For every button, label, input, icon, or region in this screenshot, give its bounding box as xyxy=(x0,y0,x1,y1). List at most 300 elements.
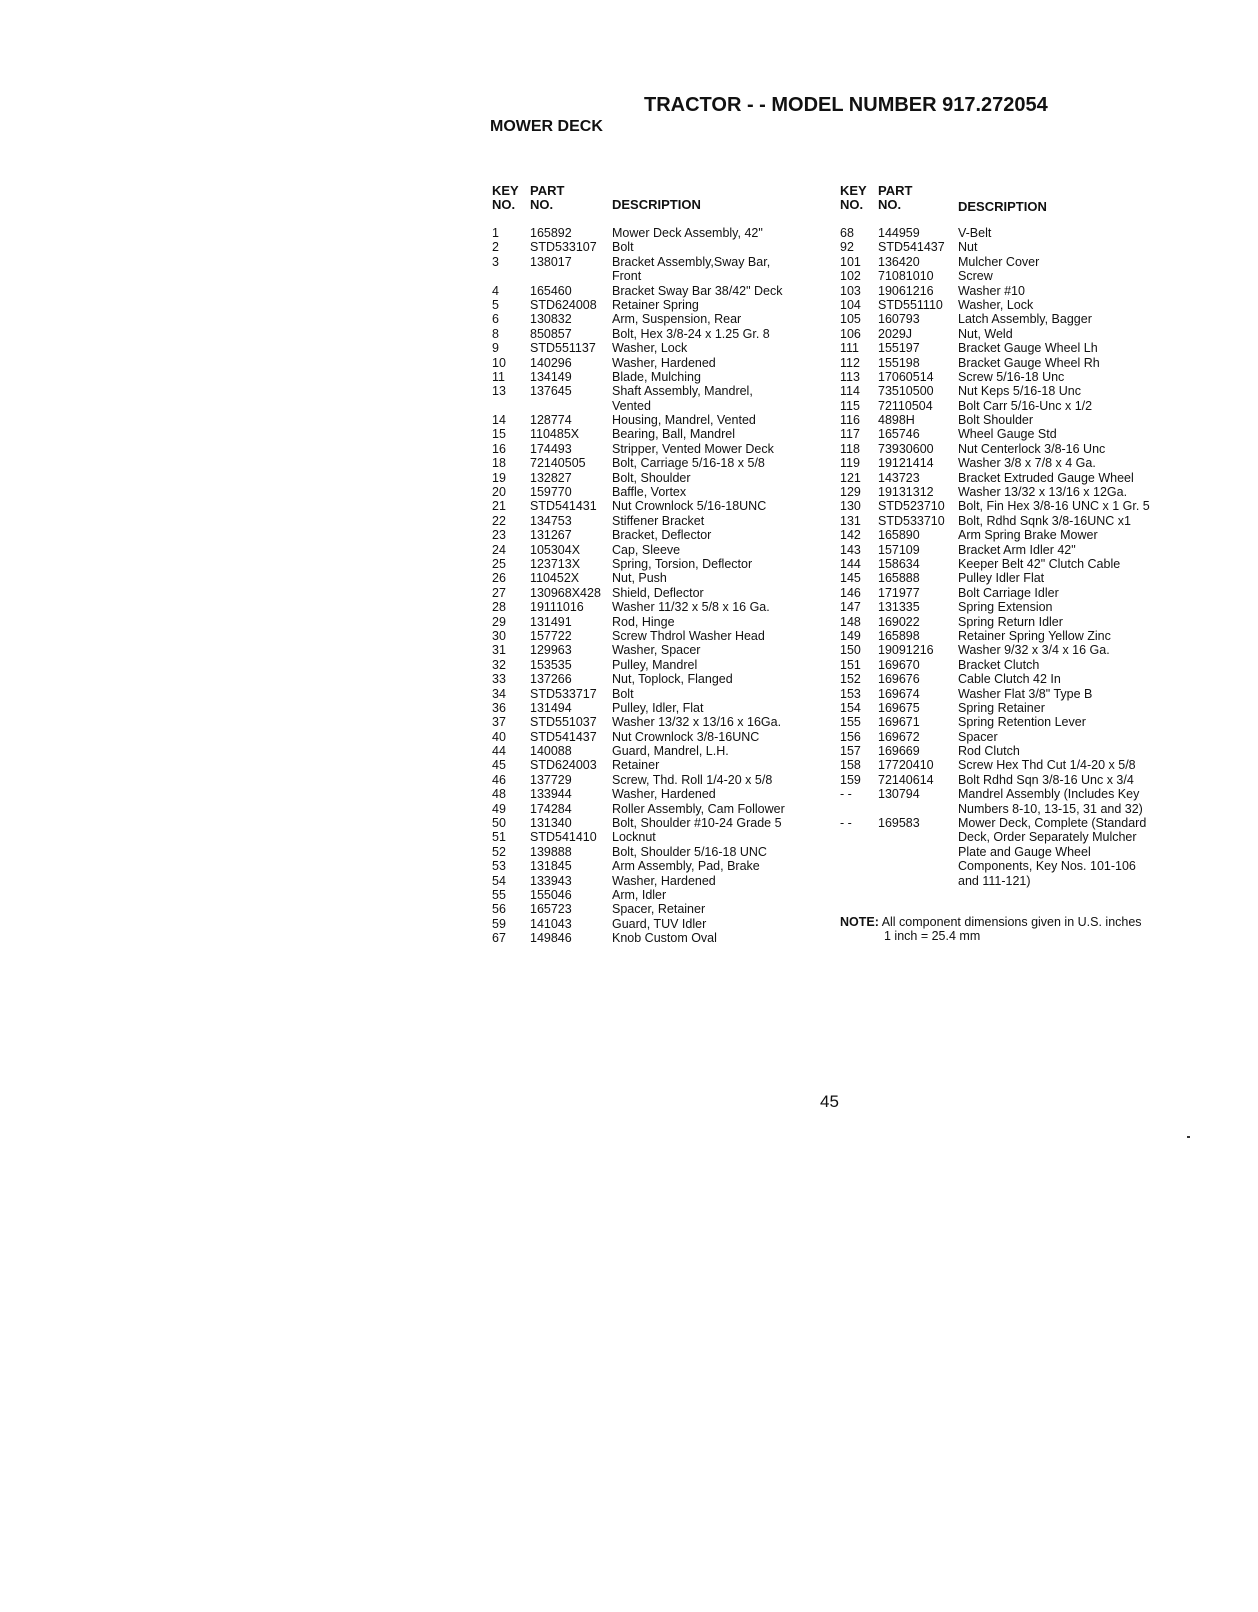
key-no: 37 xyxy=(492,715,506,730)
part-no: 169676 xyxy=(878,672,920,687)
key-no: 117 xyxy=(840,427,860,442)
description: Washer Flat 3/8" Type B xyxy=(958,686,1093,701)
description: Bracket Assembly,Sway Bar, xyxy=(612,254,771,269)
key-no: - - xyxy=(840,816,852,831)
part-no: 165898 xyxy=(878,628,920,643)
key-no: 31 xyxy=(492,643,506,658)
table-row xyxy=(492,327,822,341)
part-no: 143723 xyxy=(878,470,920,485)
table-row xyxy=(492,715,822,729)
key-no: 3 xyxy=(492,254,499,269)
key-no: 148 xyxy=(840,614,861,629)
description: Bolt Rdhd Sqn 3/8-16 Unc x 3/4 xyxy=(958,772,1134,787)
description: Mower Deck, Complete (Standard xyxy=(958,816,1147,831)
description: Bolt, Shoulder 5/16-18 UNC xyxy=(612,844,767,859)
description: Screw Hex Thd Cut 1/4-20 x 5/8 xyxy=(958,758,1136,773)
table-row xyxy=(492,830,822,844)
table-row xyxy=(492,399,822,413)
table-row xyxy=(840,312,1170,326)
key-no: 155 xyxy=(840,715,861,730)
description: Wheel Gauge Std xyxy=(958,427,1057,442)
description: Bracket Arm Idler 42" xyxy=(958,542,1076,557)
key-no: 51 xyxy=(492,830,506,845)
part-no: 174493 xyxy=(530,441,572,456)
description: Shaft Assembly, Mandrel, xyxy=(612,384,753,399)
key-no: 115 xyxy=(840,398,860,413)
description: Retainer Spring Yellow Zinc xyxy=(958,628,1111,643)
part-no: 169672 xyxy=(878,729,920,744)
key-no: 142 xyxy=(840,528,861,543)
part-no: STD551110 xyxy=(878,297,943,312)
part-no: 17060514 xyxy=(878,369,934,384)
part-no: 140296 xyxy=(530,355,572,370)
key-no: 9 xyxy=(492,341,499,356)
description: V-Belt xyxy=(958,226,992,240)
description: Plate and Gauge Wheel xyxy=(958,844,1091,859)
key-no: 8 xyxy=(492,326,499,341)
part-no: 169674 xyxy=(878,686,920,701)
table-row xyxy=(492,931,822,945)
description: Roller Assembly, Cam Follower xyxy=(612,801,785,816)
table-row xyxy=(840,327,1170,341)
part-no: 73510500 xyxy=(878,384,934,399)
key-no: 151 xyxy=(840,657,861,672)
part-no: 134149 xyxy=(530,369,572,384)
description: Spring Retainer xyxy=(958,700,1045,715)
description: Bolt xyxy=(612,686,634,701)
description: Bolt, Shoulder xyxy=(612,470,691,485)
description: Baffle, Vortex xyxy=(612,485,687,500)
key-no: 15 xyxy=(492,427,506,442)
description: Nut Crownlock 5/16-18UNC xyxy=(612,499,767,514)
table-row xyxy=(492,643,822,657)
table-row xyxy=(492,427,822,441)
dimension-note xyxy=(840,915,1180,943)
key-no: 2 xyxy=(492,240,499,255)
key-no: 4 xyxy=(492,283,499,298)
part-no: 169583 xyxy=(878,816,920,831)
table-row xyxy=(840,730,1170,744)
description: Nut Keps 5/16-18 Unc xyxy=(958,384,1081,399)
description: Nut, Push xyxy=(612,571,667,586)
part-no: 131335 xyxy=(878,600,920,615)
key-no: 11 xyxy=(492,369,505,384)
key-no: 118 xyxy=(840,441,860,456)
part-no: STD541431 xyxy=(530,499,597,514)
note-text: All component dimensions given in U.S. inches xyxy=(881,915,1142,929)
key-no: 111 xyxy=(840,341,860,356)
table-row xyxy=(840,427,1170,441)
part-header-line1: PART xyxy=(530,183,565,198)
table-row xyxy=(492,312,822,326)
part-no: 72110504 xyxy=(878,398,933,413)
part-no: 158634 xyxy=(878,556,920,571)
description-header: DESCRIPTION xyxy=(958,199,1047,214)
description: Arm, Idler xyxy=(612,887,667,902)
table-row xyxy=(492,284,822,298)
description: Washer 11/32 x 5/8 x 16 Ga. xyxy=(612,600,770,615)
key-no: 150 xyxy=(840,643,861,658)
description: Screw Thdrol Washer Head xyxy=(612,628,765,643)
part-no: 2029J xyxy=(878,326,913,341)
scan-speck xyxy=(1187,1136,1190,1138)
part-no: 137266 xyxy=(530,672,572,687)
table-row xyxy=(492,859,822,873)
table-row xyxy=(492,730,822,744)
part-no: 130832 xyxy=(530,312,572,327)
part-no: 169669 xyxy=(878,744,920,759)
table-row xyxy=(492,816,822,830)
description: Arm Spring Brake Mower xyxy=(958,528,1098,543)
key-no: 52 xyxy=(492,844,506,859)
table-row xyxy=(492,888,822,902)
description: Spacer, Retainer xyxy=(612,902,706,917)
description: Retainer Spring xyxy=(612,297,699,312)
description: Bracket Gauge Wheel Rh xyxy=(958,355,1100,370)
table-row xyxy=(492,384,822,398)
description: Bracket, Deflector xyxy=(612,528,712,543)
table-row xyxy=(492,845,822,859)
table-row xyxy=(840,528,1170,542)
key-no: 149 xyxy=(840,628,861,643)
key-no: 14 xyxy=(492,413,506,428)
key-no: 45 xyxy=(492,758,506,773)
key-no: 113 xyxy=(840,369,860,384)
key-no: 143 xyxy=(840,542,861,557)
table-row xyxy=(492,557,822,571)
key-no: 21 xyxy=(492,499,506,514)
key-no: 112 xyxy=(840,355,860,370)
part-no: 105304X xyxy=(530,542,581,557)
table-row xyxy=(492,442,822,456)
description: Blade, Mulching xyxy=(612,369,701,384)
key-no: 29 xyxy=(492,614,506,629)
description: Bolt, Fin Hex 3/8-16 UNC x 1 Gr. 5 xyxy=(958,499,1150,514)
table-row xyxy=(840,226,1170,240)
key-no: 59 xyxy=(492,916,506,931)
part-no: 130794 xyxy=(878,787,920,802)
table-row xyxy=(492,370,822,384)
description: Bolt Carriage Idler xyxy=(958,585,1059,600)
description: Nut, Toplock, Flanged xyxy=(612,672,733,687)
table-row xyxy=(492,874,822,888)
description: Washer, Hardened xyxy=(612,787,716,802)
part-no: STD533107 xyxy=(530,240,597,255)
key-header-line1: KEY xyxy=(492,183,519,198)
table-row xyxy=(840,758,1170,772)
description: Nut xyxy=(958,240,978,255)
table-row xyxy=(492,615,822,629)
table-row xyxy=(840,615,1170,629)
table-row xyxy=(840,672,1170,686)
description: Pulley, Mandrel xyxy=(612,657,698,672)
table-row xyxy=(492,499,822,513)
table-row xyxy=(492,687,822,701)
part-no: 73930600 xyxy=(878,441,934,456)
description: Washer 13/32 x 13/16 x 12Ga. xyxy=(958,485,1128,500)
table-row xyxy=(840,658,1170,672)
description: Front xyxy=(612,269,642,284)
key-no: 56 xyxy=(492,902,506,917)
part-no: 139888 xyxy=(530,844,572,859)
description: Arm Assembly, Pad, Brake xyxy=(612,859,760,874)
key-no: 104 xyxy=(840,297,861,312)
part-no: 153535 xyxy=(530,657,572,672)
table-row xyxy=(840,370,1170,384)
table-row xyxy=(492,744,822,758)
description: Bolt, Shoulder #10-24 Grade 5 xyxy=(612,816,782,831)
page-number: 45 xyxy=(820,1092,839,1111)
key-no: 25 xyxy=(492,556,506,571)
description: Bolt, Rdhd Sqnk 3/8-16UNC x1 xyxy=(958,513,1132,528)
key-no: 55 xyxy=(492,887,506,902)
description: Rod, Hinge xyxy=(612,614,675,629)
part-no: 131491 xyxy=(530,614,572,629)
table-row xyxy=(492,586,822,600)
table-body xyxy=(840,226,1170,888)
parts-table-left xyxy=(492,184,822,946)
part-no: 133944 xyxy=(530,787,572,802)
description: Deck, Order Separately Mulcher xyxy=(958,830,1137,845)
table-row xyxy=(492,787,822,801)
table-row xyxy=(840,413,1170,427)
description: Stiffener Bracket xyxy=(612,513,705,528)
table-row xyxy=(840,874,1170,888)
part-no: 110452X xyxy=(530,571,580,586)
key-no: 121 xyxy=(840,470,861,485)
description: Washer, Lock xyxy=(612,341,688,356)
part-no: STD551037 xyxy=(530,715,597,730)
part-no: 160793 xyxy=(878,312,920,327)
description: Locknut xyxy=(612,830,656,845)
part-no: STD541437 xyxy=(530,729,597,744)
table-row xyxy=(840,471,1170,485)
table-row xyxy=(492,773,822,787)
part-no: STD624003 xyxy=(530,758,597,773)
key-no: 105 xyxy=(840,312,861,327)
part-no: 141043 xyxy=(530,916,572,931)
description: Washer, Lock xyxy=(958,297,1034,312)
key-no: 106 xyxy=(840,326,861,341)
part-no: 157109 xyxy=(878,542,920,557)
table-row xyxy=(492,902,822,916)
key-no: 6 xyxy=(492,312,499,327)
key-no: 34 xyxy=(492,686,506,701)
description: Washer #10 xyxy=(958,283,1025,298)
description: Latch Assembly, Bagger xyxy=(958,312,1092,327)
key-no: 130 xyxy=(840,499,861,514)
key-no: 36 xyxy=(492,700,506,715)
part-no: 128774 xyxy=(530,413,572,428)
description: Washer 9/32 x 3/4 x 16 Ga. xyxy=(958,643,1110,658)
part-no: 144959 xyxy=(878,226,920,240)
part-no: STD533717 xyxy=(530,686,597,701)
description: Bolt Shoulder xyxy=(958,413,1034,428)
part-no: 157722 xyxy=(530,628,572,643)
table-row xyxy=(840,399,1170,413)
part-no: 131340 xyxy=(530,816,572,831)
part-header-line1: PART xyxy=(878,183,913,198)
table-row xyxy=(492,269,822,283)
section-heading: MOWER DECK xyxy=(490,118,603,135)
description: Mulcher Cover xyxy=(958,254,1040,269)
description: Rod Clutch xyxy=(958,744,1020,759)
table-header xyxy=(840,184,1170,226)
description: Stripper, Vented Mower Deck xyxy=(612,441,774,456)
table-row xyxy=(840,269,1170,283)
key-no: 28 xyxy=(492,600,506,615)
part-no: 131494 xyxy=(530,700,572,715)
table-row xyxy=(492,341,822,355)
key-no: 92 xyxy=(840,240,854,255)
table-row xyxy=(492,701,822,715)
table-row xyxy=(492,600,822,614)
description: Bracket Sway Bar 38/42" Deck xyxy=(612,283,783,298)
table-row xyxy=(492,298,822,312)
table-row xyxy=(492,672,822,686)
part-no: 155046 xyxy=(530,887,572,902)
table-row xyxy=(840,629,1170,643)
table-row xyxy=(840,514,1170,528)
key-no: 13 xyxy=(492,384,506,399)
description: Spring Retention Lever xyxy=(958,715,1086,730)
key-no: 50 xyxy=(492,816,506,831)
table-row xyxy=(840,859,1170,873)
description: Spacer xyxy=(958,729,998,744)
key-no: 102 xyxy=(840,269,861,284)
table-row xyxy=(492,471,822,485)
key-no: 26 xyxy=(492,571,506,586)
description-header: DESCRIPTION xyxy=(612,197,701,212)
table-row xyxy=(840,773,1170,787)
table-row xyxy=(840,298,1170,312)
part-no: 137645 xyxy=(530,384,572,399)
part-no: 17720410 xyxy=(878,758,934,773)
part-no: STD541437 xyxy=(878,240,945,255)
table-row xyxy=(492,802,822,816)
key-no: 129 xyxy=(840,485,861,500)
part-no: STD551137 xyxy=(530,341,596,356)
part-no: 134753 xyxy=(530,513,572,528)
key-no: 146 xyxy=(840,585,861,600)
part-no: 169022 xyxy=(878,614,920,629)
description: Bracket Extruded Gauge Wheel xyxy=(958,470,1134,485)
part-no: 169670 xyxy=(878,657,920,672)
description: Washer, Hardened xyxy=(612,873,716,888)
table-row xyxy=(840,356,1170,370)
part-no: 72140614 xyxy=(878,772,934,787)
part-no: 165723 xyxy=(530,902,572,917)
description: Washer 3/8 x 7/8 x 4 Ga. xyxy=(958,456,1096,471)
key-no: 33 xyxy=(492,672,506,687)
table-row xyxy=(492,356,822,370)
description: Washer, Spacer xyxy=(612,643,701,658)
table-row xyxy=(840,240,1170,254)
description: Bracket Gauge Wheel Lh xyxy=(958,341,1098,356)
table-row xyxy=(492,255,822,269)
key-no: 19 xyxy=(492,470,506,485)
part-no: 165460 xyxy=(530,283,572,298)
key-header-line2: NO. xyxy=(492,197,516,212)
table-row xyxy=(840,643,1170,657)
description: Bolt, Hex 3/8-24 x 1.25 Gr. 8 xyxy=(612,326,770,341)
note-conversion: 1 inch = 25.4 mm xyxy=(884,929,981,943)
key-header-line2: NO. xyxy=(840,197,864,212)
part-no: 174284 xyxy=(530,801,572,816)
description: Cable Clutch 42 In xyxy=(958,672,1061,687)
part-no: STD523710 xyxy=(878,499,945,514)
key-no: 153 xyxy=(840,686,861,701)
key-no: 68 xyxy=(840,226,854,240)
description: Knob Custom Oval xyxy=(612,931,717,946)
key-no: 154 xyxy=(840,700,861,715)
key-no: 44 xyxy=(492,744,506,759)
table-row xyxy=(840,816,1170,830)
part-no: 131845 xyxy=(530,859,572,874)
part-no: 72140505 xyxy=(530,456,586,471)
table-row xyxy=(840,442,1170,456)
table-row xyxy=(492,658,822,672)
table-row xyxy=(840,687,1170,701)
table-row xyxy=(840,571,1170,585)
key-no: 53 xyxy=(492,859,506,874)
description: Retainer xyxy=(612,758,660,773)
table-row xyxy=(492,917,822,931)
key-no: 48 xyxy=(492,787,506,802)
part-no: 149846 xyxy=(530,931,572,946)
table-row xyxy=(840,802,1170,816)
description: Spring Extension xyxy=(958,600,1053,615)
description: Housing, Mandrel, Vented xyxy=(612,413,756,428)
part-no: STD533710 xyxy=(878,513,945,528)
table-row xyxy=(492,456,822,470)
part-no: STD624008 xyxy=(530,297,597,312)
table-row xyxy=(840,845,1170,859)
description: Bolt xyxy=(612,240,634,255)
table-row xyxy=(840,600,1170,614)
part-no: 136420 xyxy=(878,254,920,269)
part-no: 132827 xyxy=(530,470,572,485)
table-row xyxy=(840,543,1170,557)
description: Mower Deck Assembly, 42" xyxy=(612,226,763,240)
table-row xyxy=(492,758,822,772)
table-row xyxy=(840,255,1170,269)
table-row xyxy=(840,384,1170,398)
key-no: 145 xyxy=(840,571,861,586)
key-no: 49 xyxy=(492,801,506,816)
key-no: 119 xyxy=(840,456,860,471)
part-no: 155197 xyxy=(878,341,920,356)
description: Pulley Idler Flat xyxy=(958,571,1045,586)
description: Pulley, Idler, Flat xyxy=(612,700,704,715)
part-no: 19091216 xyxy=(878,643,934,658)
key-no: 152 xyxy=(840,672,861,687)
key-header-line1: KEY xyxy=(840,183,867,198)
description: Vented xyxy=(612,398,651,413)
key-no: 157 xyxy=(840,744,861,759)
key-no: 147 xyxy=(840,600,861,615)
table-row xyxy=(492,629,822,643)
table-row xyxy=(840,715,1170,729)
key-no: 10 xyxy=(492,355,506,370)
part-no: STD541410 xyxy=(530,830,597,845)
table-row xyxy=(840,485,1170,499)
part-no: 169675 xyxy=(878,700,920,715)
key-no: 1 xyxy=(492,226,499,240)
description: Spring Return Idler xyxy=(958,614,1063,629)
description: Screw, Thd. Roll 1/4-20 x 5/8 xyxy=(612,772,773,787)
part-no: 110485X xyxy=(530,427,580,442)
